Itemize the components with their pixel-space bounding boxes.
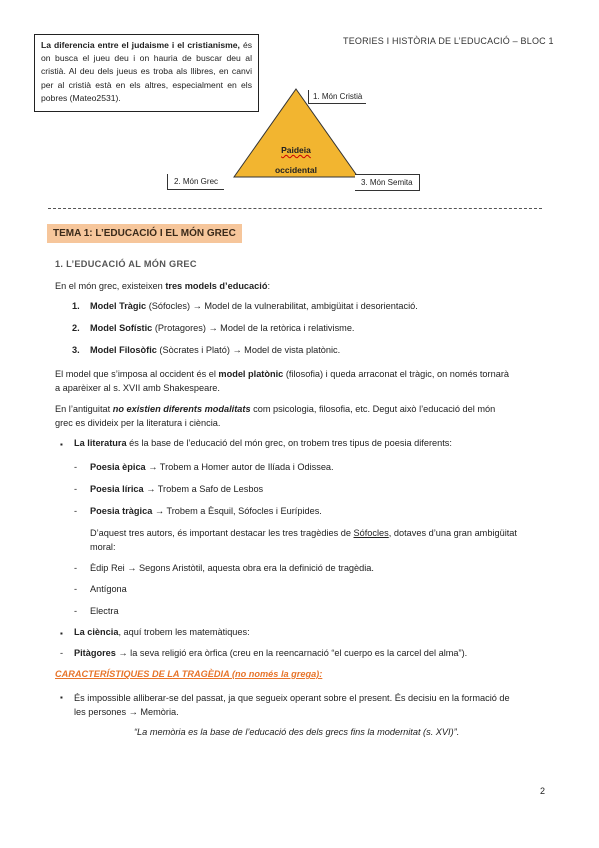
paragraph-antiquity [55,402,545,430]
memory-quote: “La memòria es la base de l’educació des dels grecs fins la modernitat (s. XVI)”. [134,727,460,737]
poetry-rest: → Trobem a Safo de Lesbos [143,484,264,494]
para1-a: El model que s’imposa al occident és el [55,369,219,379]
para2-bold-italic: no existien diferents modalitats [112,404,251,414]
page-number: 2 [540,786,546,796]
bullet-past-line1: És impossible alliberar-se del passat, ja que segueix operant sobre el present. És decisiu en la formació de [74,693,510,703]
tragedies-paragraph [90,526,545,554]
bullet-lit-rest: és la base de l’educació del món grec, on trobem tres tipus de poesia diferents: [126,438,452,448]
pitagores-rest: → la seva religió era òrfica (creu en la reencarnació “el cuerpo es la carcel del alma”). [115,648,468,658]
bullet-literature [74,438,452,448]
model-rest: (Protagores) → Model de la retòrica i relativisme. [152,323,355,333]
triangle-right-label: 3. Món Semita [355,174,420,191]
poetry-item [90,506,322,516]
bullet-science [74,627,250,637]
tragedy-item: Electra [90,606,119,616]
pitagores-item [74,648,467,658]
pitagores-bold: Pitàgores [74,648,116,658]
model-num: 2. [72,323,80,333]
note-text: és on busca el jueu deu i on hauria de buscar deu al cristià. Al deu dels jueus es troba als llibres, en canvi per al cristià està en els altres, especialment en els pobres (Mateo2531). [41,40,253,103]
tragedy-item: Èdip Rei → Segons Aristòtil, aquesta obra era la definició de tragèdia. [90,563,374,573]
dash-icon: - [60,648,64,658]
tragedy-item: Antígona [90,584,127,594]
dash-icon: - [74,506,78,516]
bullet-past-line2: les persones → Memòria. [74,707,179,717]
poetry-item [90,484,263,494]
triangle-top-label: 1. Món Cristià [308,90,366,104]
para2-b: com psicologia, filosofia, etc. Degut això l’educació del món [250,404,496,414]
dash-icon: - [74,462,78,472]
poetry-bold: Poesia èpica [90,462,146,472]
model-bold: Model Filosòfic [90,345,157,355]
dash-icon: - [74,606,78,616]
model-num: 3. [72,345,80,355]
triangle-center-top: Paideia [281,145,311,155]
para2-line2: grec es divideix per la literatura i ciència. [55,418,221,428]
bullet-icon: ▪ [60,629,63,638]
dash-icon: - [74,563,78,573]
tragedies-a: D’aquest tres autors, és important destacar les tres tragèdies de [90,528,354,538]
intro-paragraph [55,279,545,293]
para1-line2: a aparèixer al s. XVII amb Shakespeare. [55,383,220,393]
tragedy-characteristics-heading: CARACTERÍSTIQUES DE LA TRAGÈDIA (no només la grega): [55,669,323,679]
model-item [72,345,340,355]
bullet-sci-rest: , aquí trobem les matemàtiques: [118,627,250,637]
section-heading: 1. L’EDUCACIÓ AL MÓN GREC [55,259,197,269]
para1-bold: model platònic [218,369,284,379]
tragedies-underline: Sófocles [353,528,389,538]
triangle-center-label [274,145,318,175]
paragraph-platonic [55,367,545,395]
header-title: TEORIES I HISTÒRIA DE L’EDUCACIÓ – BLOC 1 [343,36,554,46]
model-rest: (Sòcrates i Plató) → Model de vista platònic. [156,345,341,355]
poetry-rest: → Trobem a Homer autor de Ilíada i Odissea. [145,462,334,472]
theme-title: TEMA 1: L’EDUCACIÓ I EL MÓN GREC [47,224,242,243]
intro-text: En el món grec, existeixen [55,281,166,291]
para1-b: (filosofia) i queda arraconat el tràgic, on només tornarà [283,369,509,379]
dash-icon: - [74,484,78,494]
model-bold: Model Tràgic [90,301,147,311]
bullet-lit-bold: La literatura [74,438,127,448]
tragedies-b: , dotaves d’una gran ambigüitat [388,528,517,538]
dash-icon: - [74,584,78,594]
triangle-center-bottom: occidental [274,165,318,175]
bullet-icon: ▪ [60,440,63,449]
poetry-bold: Poesia lírica [90,484,144,494]
model-bold: Model Sofístic [90,323,153,333]
model-rest: (Sófocles) → Model de la vulnerabilitat, ambigüitat i desorientació. [146,301,418,311]
intro-bold: tres models d’educació [165,281,268,291]
poetry-item [90,462,334,472]
poetry-rest: → Trobem a Èsquil, Sófocles i Eurípides. [152,506,322,516]
bullet-icon: ▪ [60,693,63,702]
triangle-left-label: 2. Món Grec [167,174,224,190]
poetry-bold: Poesia tràgica [90,506,153,516]
model-num: 1. [72,301,80,311]
note-bold-title: La diferencia entre el judaisme i el cristianisme, [41,40,240,50]
model-item [72,301,418,311]
para2-a: En l’antiguitat [55,404,113,414]
tragedies-line2: moral: [90,542,116,552]
bullet-past [74,691,544,719]
divider [48,208,542,209]
model-item [72,323,354,333]
bullet-sci-bold: La ciència [74,627,119,637]
intro-end: : [267,281,270,291]
